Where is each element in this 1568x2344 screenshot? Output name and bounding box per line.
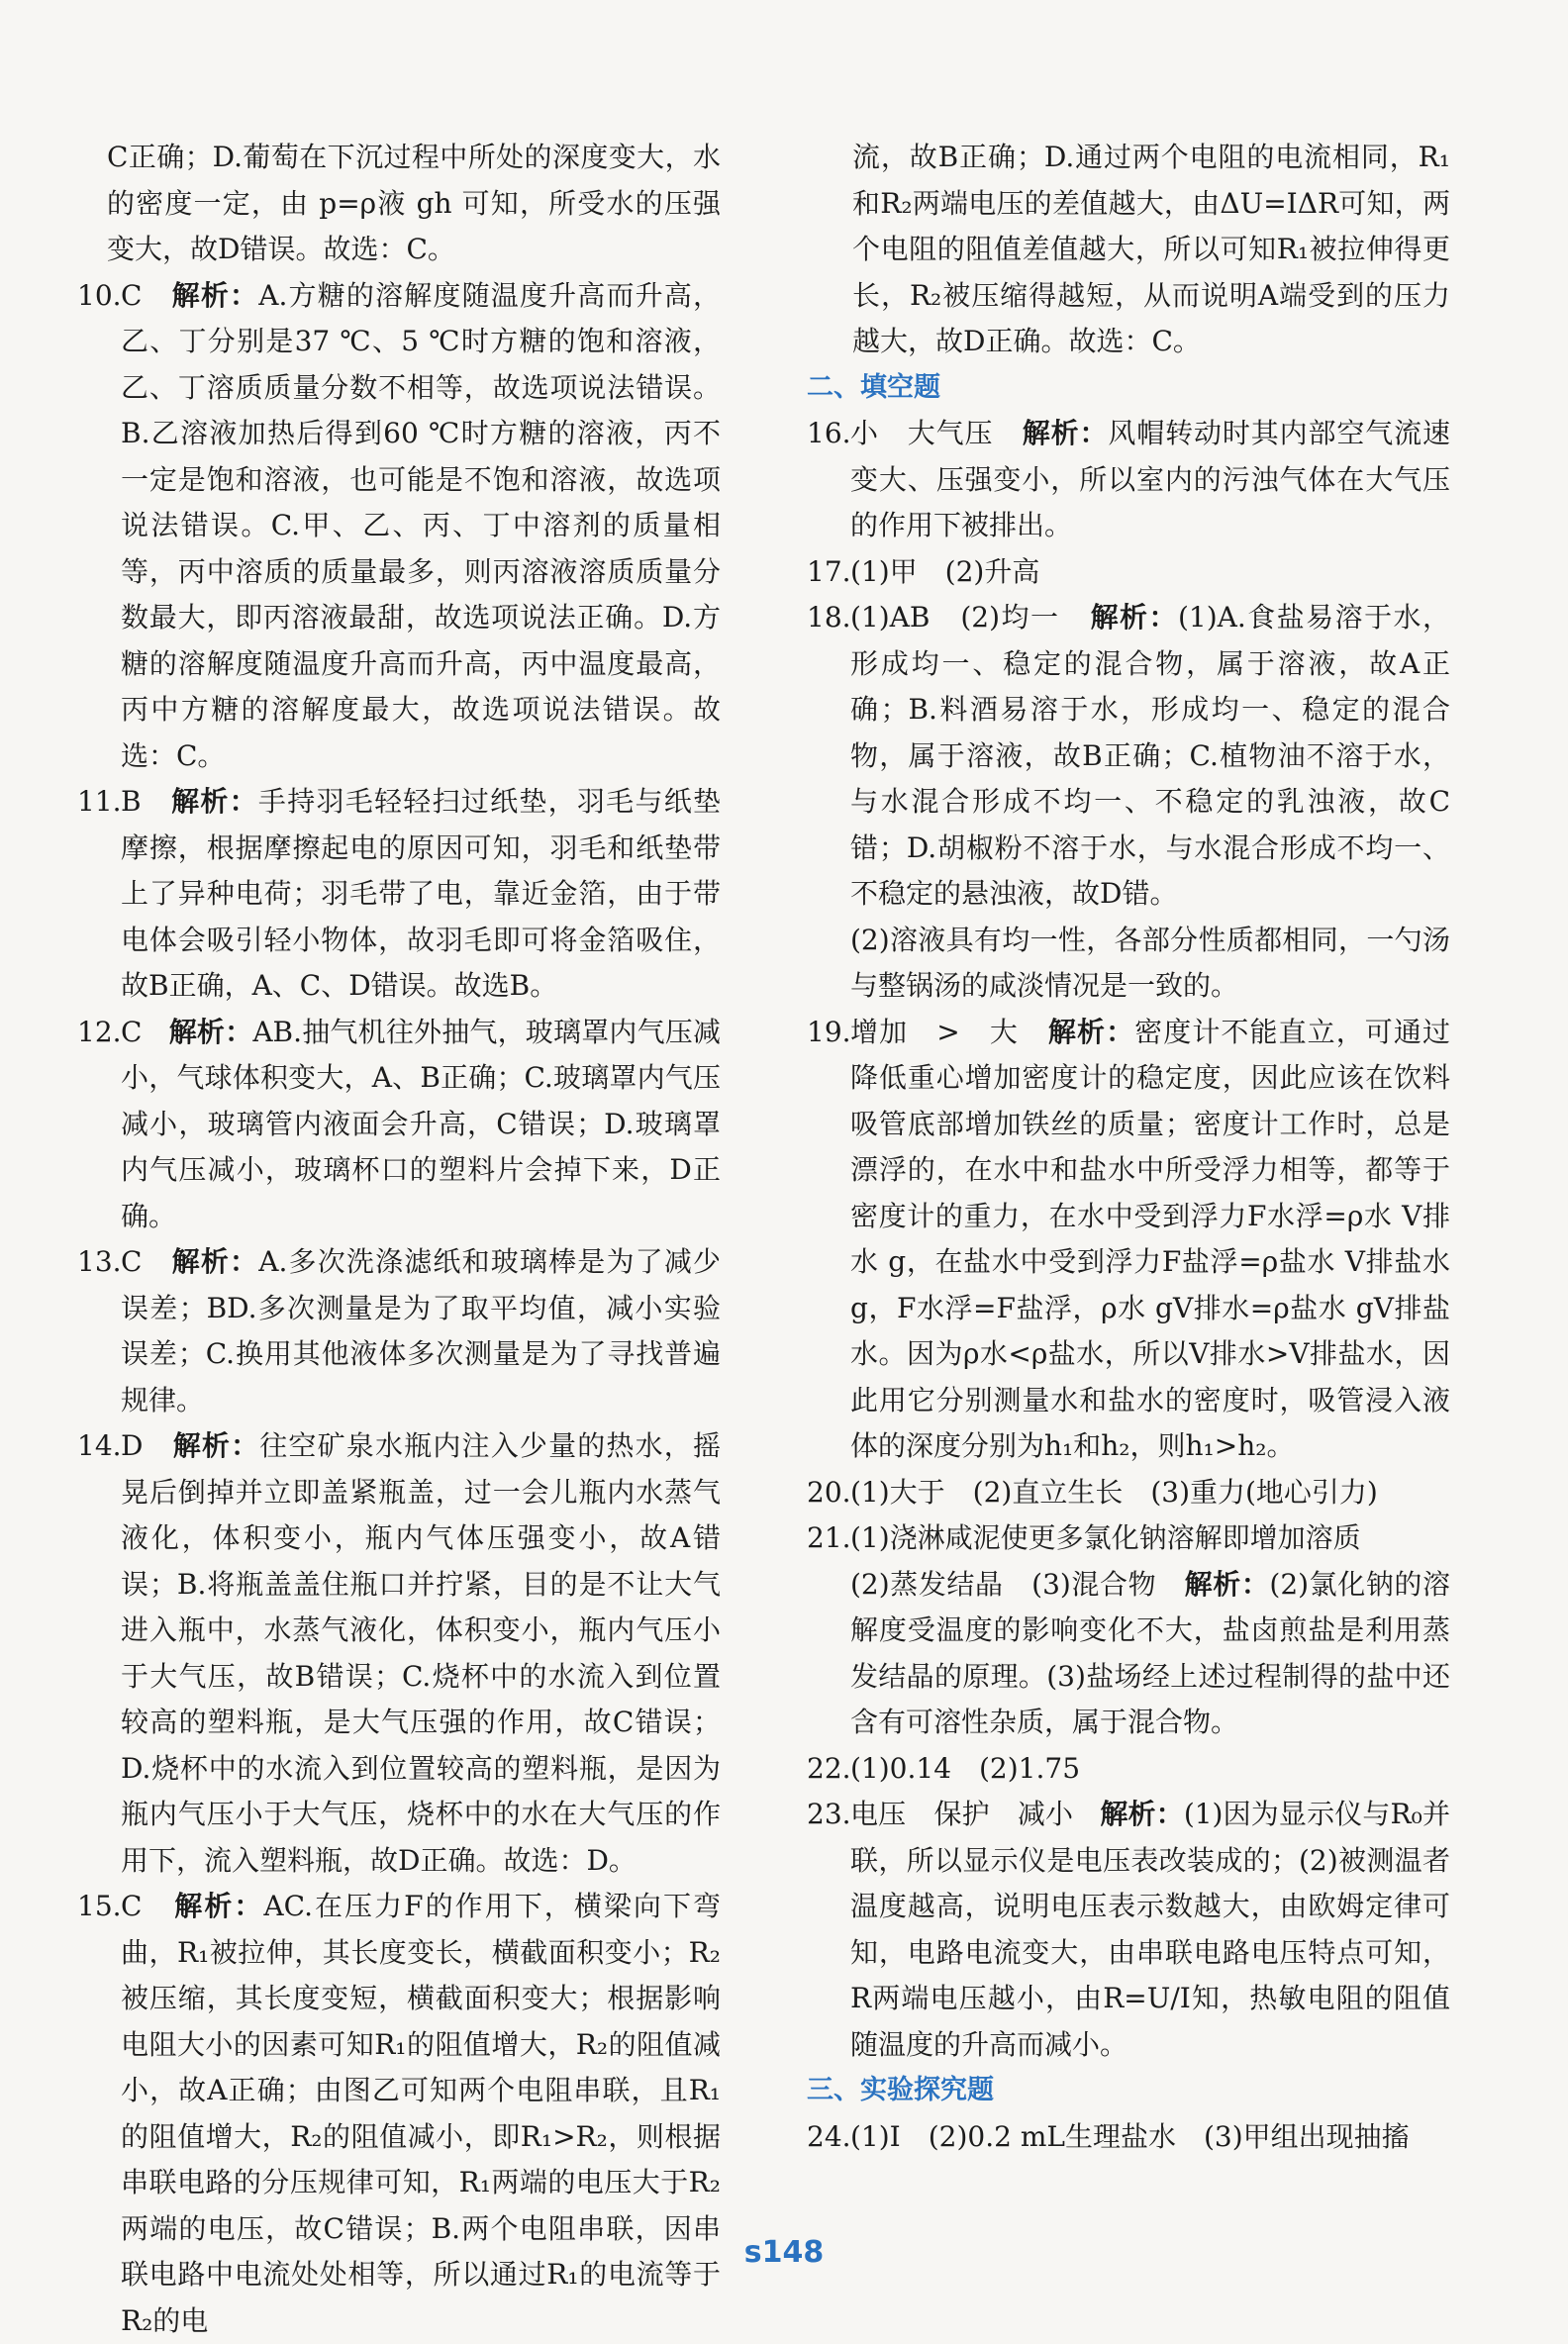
item-number: 15. — [77, 1890, 122, 1922]
item-number: 14. — [77, 1429, 122, 1462]
item-number: 13. — [77, 1245, 122, 1278]
item-answer: D — [121, 1429, 144, 1462]
answer-item-12 — [77, 1010, 721, 1240]
item-number: 12. — [77, 1015, 122, 1048]
item-number: 22. — [807, 1751, 851, 1785]
analysis-label: 解析： — [174, 1890, 264, 1922]
item-number: 24. — [807, 2119, 851, 2153]
answer-item-17 — [807, 549, 1450, 596]
answer-item-11 — [77, 779, 721, 1010]
analysis-label: 解析： — [1022, 417, 1109, 449]
analysis-text: (1)A.食盐易溶于水，形成均一、稳定的混合物，属于溶液，故A正确；B.料酒易溶于水，形成均一、稳定的混合物，属于溶液，故B正确；C.植物油不溶于水，与水混合形成不均一、不稳定的乳浊液，故C错；D.胡椒粉不溶于水，与水混合形成不均一、不稳定的悬浊液，故D错。 — [850, 601, 1451, 910]
item-number: 16. — [807, 417, 851, 449]
item-answer: 电压 保护 减小 — [850, 1798, 1074, 1830]
answer-item-10 — [77, 273, 721, 780]
analysis-text: 风帽转动时其内部空气流速变大、压强变小，所以室内的污浊气体在大气压的作用下被排出。 — [850, 417, 1450, 541]
answer-item-15 — [77, 1884, 721, 2344]
analysis-text: (2)氯化钠的溶解度受温度的影响变化不大，盐卤煎盐是利用蒸发结晶的原理。(3)盐场经上述过程制得的盐中还含有可溶性杂质，属于混合物。 — [850, 1567, 1451, 1738]
answer-item-13 — [77, 1239, 721, 1423]
answer-item-18 — [807, 595, 1450, 918]
analysis-text: AC.在压力F的作用下，横梁向下弯曲，R₁被拉伸，其长度变长，横截面积变小；R₂被压缩，其长度变短，横截面积变大；根据影响电阻大小的因素可知R₁的阻值增大，R₂的阻值减小，故A正确；由图乙可知两个电阻串联，且R₁的阻值增大，R₂的阻值减小，即R₁>R₂，则根据串联电路的分压规律可知，R₁两端的电压大于R₂两端的电压，故C错误；B.两个电阻串联，因串联电路中电流处处相等，所以通过R₁的电流等于R₂的电 — [121, 1890, 721, 2337]
answer-item-23 — [807, 1792, 1450, 2068]
item-number: 10. — [77, 278, 122, 312]
item-18-part-2: (2)溶液具有均一性，各部分性质都相同，一勺汤与整锅汤的咸淡情况是一致的。 — [850, 923, 1450, 1002]
item-answer: (1)浇淋咸泥使更多氯化钠溶解即增加溶质 — [850, 1521, 1361, 1554]
analysis-label: 解析： — [171, 785, 258, 818]
analysis-text: 往空矿泉水瓶内注入少量的热水，摇晃后倒掉并立即盖紧瓶盖，过一会儿瓶内水蒸气液化，体积变小，瓶内气体压强变小，故A错误；B.将瓶盖盖住瓶口并拧紧，目的是不让大气进入瓶中，水蒸气液化，体积变小，瓶内气压小于大气压，故B错误；C.烧杯中的水流入到位置较高的塑料瓶，是大气压强的作用，故C错误；D.烧杯中的水流入到位置较高的塑料瓶，是因为瓶内气压小于大气压，烧杯中的水在大气压的作用下，流入塑料瓶，故D正确。故选：D。 — [121, 1429, 721, 1877]
item-answer: (2)蒸发结晶 (3)混合物 — [850, 1567, 1157, 1601]
analysis-text: AB.抽气机往外抽气，玻璃罩内气压减小，气球体积变大，A、B正确；C.玻璃罩内气压减小，玻璃管内液面会升高，C错误；D.玻璃罩内气压减小，玻璃杯口的塑料片会掉下来，D正确。 — [121, 1015, 721, 1232]
section-heading-experiment: 三、实验探究题 — [807, 2075, 994, 2105]
analysis-label: 解析： — [1100, 1798, 1184, 1830]
item-number: 20. — [807, 1475, 851, 1509]
answer-item-19 — [807, 1010, 1450, 1470]
item-answer: (1)甲 (2)升高 — [850, 554, 1040, 588]
left-column — [77, 135, 721, 2344]
item-number: 11. — [77, 785, 122, 818]
analysis-text: A.方糖的溶解度随温度升高而升高，乙、丁分别是37 ℃、5 ℃时方糖的饱和溶液，乙、丁溶质质量分数不相等，故选项说法错误。B.乙溶液加热后得到60 ℃时方糖的溶液，丙不一定是饱和溶液，也可能是不饱和溶液，故选项说法错误。C.甲、乙、丙、丁中溶剂的质量相等，丙中溶质的质量最多，则丙溶液溶质质量分数最大，即丙溶液最甜，故选项说法正确。D.方糖的溶解度随温度升高而升高，丙中温度最高，丙中方糖的溶解度最大，故选项说法错误。故选：C。 — [121, 278, 721, 772]
analysis-text: 密度计不能直立，可通过降低重心增加密度计的稳定度，因此应该在饮料吸管底部增加铁丝的质量；密度计工作时，总是漂浮的，在水中和盐水中所受浮力相等，都等于密度计的重力，在水中受到浮力F水浮=ρ水 V排水 g，在盐水中受到浮力F盐浮=ρ盐水 V排盐水 g，F水浮=F盐浮，ρ水 gV排水=ρ盐水 gV排盐水。因为ρ水<ρ盐水，所以V排水>V排盐水，因此用它分别测量水和盐水的密度时，吸管浸入液体的深度分别为h₁和h₂，则h₁>h₂。 — [850, 1015, 1450, 1462]
item-answer: 小 大气压 — [850, 417, 994, 449]
item-answer: C — [121, 1015, 143, 1048]
analysis-text: 手持羽毛轻轻扫过纸垫，羽毛与纸垫摩擦，根据摩擦起电的原因可知，羽毛和纸垫带上了异种电荷；羽毛带了电，靠近金箔，由于带电体会吸引轻小物体，故羽毛即可将金箔吸住，故B正确，A、C、D错误。故选B。 — [121, 785, 721, 1002]
item-answer: (1)大于 (2)直立生长 (3)重力(地心引力) — [850, 1475, 1378, 1509]
item-answer: (1)AB (2)均一 — [850, 601, 1060, 634]
page-number: s148 — [743, 2235, 825, 2270]
analysis-label: 解析： — [172, 1429, 260, 1462]
analysis-label: 解析： — [171, 278, 259, 312]
item-answer: 增加 > 大 — [850, 1015, 1019, 1048]
answer-item-24 — [807, 2114, 1450, 2161]
analysis-label: 解析： — [171, 1245, 259, 1278]
answer-item-16 — [807, 411, 1450, 549]
analysis-label: 解析： — [1090, 601, 1178, 634]
item-answer: B — [121, 785, 142, 818]
analysis-label: 解析： — [1047, 1015, 1135, 1048]
right-column — [807, 135, 1450, 2160]
item-answer: C — [121, 1890, 143, 1922]
item-number: 21. — [807, 1521, 851, 1554]
answer-item-22 — [807, 1746, 1450, 1793]
item-number: 18. — [807, 601, 851, 634]
analysis-label: 解析： — [168, 1015, 253, 1048]
answer-item-20 — [807, 1470, 1450, 1516]
item-answer: (1)Ⅰ (2)0.2 mL生理盐水 (3)甲组出现抽搐 — [850, 2119, 1410, 2153]
item-number: 17. — [807, 554, 851, 588]
analysis-text: (1)因为显示仪与R₀并联，所以显示仪是电压表改装成的；(2)被测温者温度越高，说明电压表示数越大，由欧姆定律可知，电路电流变大，由串联电路电压特点可知，R两端电压越小，由R=U/I知，热敏电阻的阻值随温度的升高而减小。 — [850, 1798, 1450, 2061]
analysis-label: 解析： — [1184, 1567, 1270, 1601]
intro-text: C正确；D.葡萄在下沉过程中所处的深度变大，水的密度一定，由 p=ρ液 gh 可知，所受水的压强变大，故D错误。故选：C。 — [107, 141, 721, 265]
item-number: 23. — [807, 1798, 851, 1830]
answer-item-14 — [77, 1423, 721, 1884]
answer-item-21 — [807, 1515, 1450, 1562]
item-answer: (1)0.14 (2)1.75 — [850, 1751, 1081, 1785]
item-number: 19. — [807, 1015, 851, 1048]
section-heading-fill-blank: 二、填空题 — [807, 371, 940, 403]
item-answer: C — [121, 1245, 143, 1278]
item-15-continuation: 流，故B正确；D.通过两个电阻的电流相同，R₁和R₂两端电压的差值越大，由ΔU=IΔR可知，两个电阻的阻值差值越大，所以可知R₁被拉伸得更长，R₂被压缩得越短，从而说明A端受到的压力越大，故D正确。故选：C。 — [852, 141, 1450, 357]
item-answer: C — [121, 278, 143, 312]
item-21-part-2 — [807, 1562, 1450, 1746]
analysis-text: A.多次洗涤滤纸和玻璃棒是为了减少误差；BD.多次测量是为了取平均值，减小实验误差；C.换用其他液体多次测量是为了寻找普遍规律。 — [121, 1245, 721, 1416]
